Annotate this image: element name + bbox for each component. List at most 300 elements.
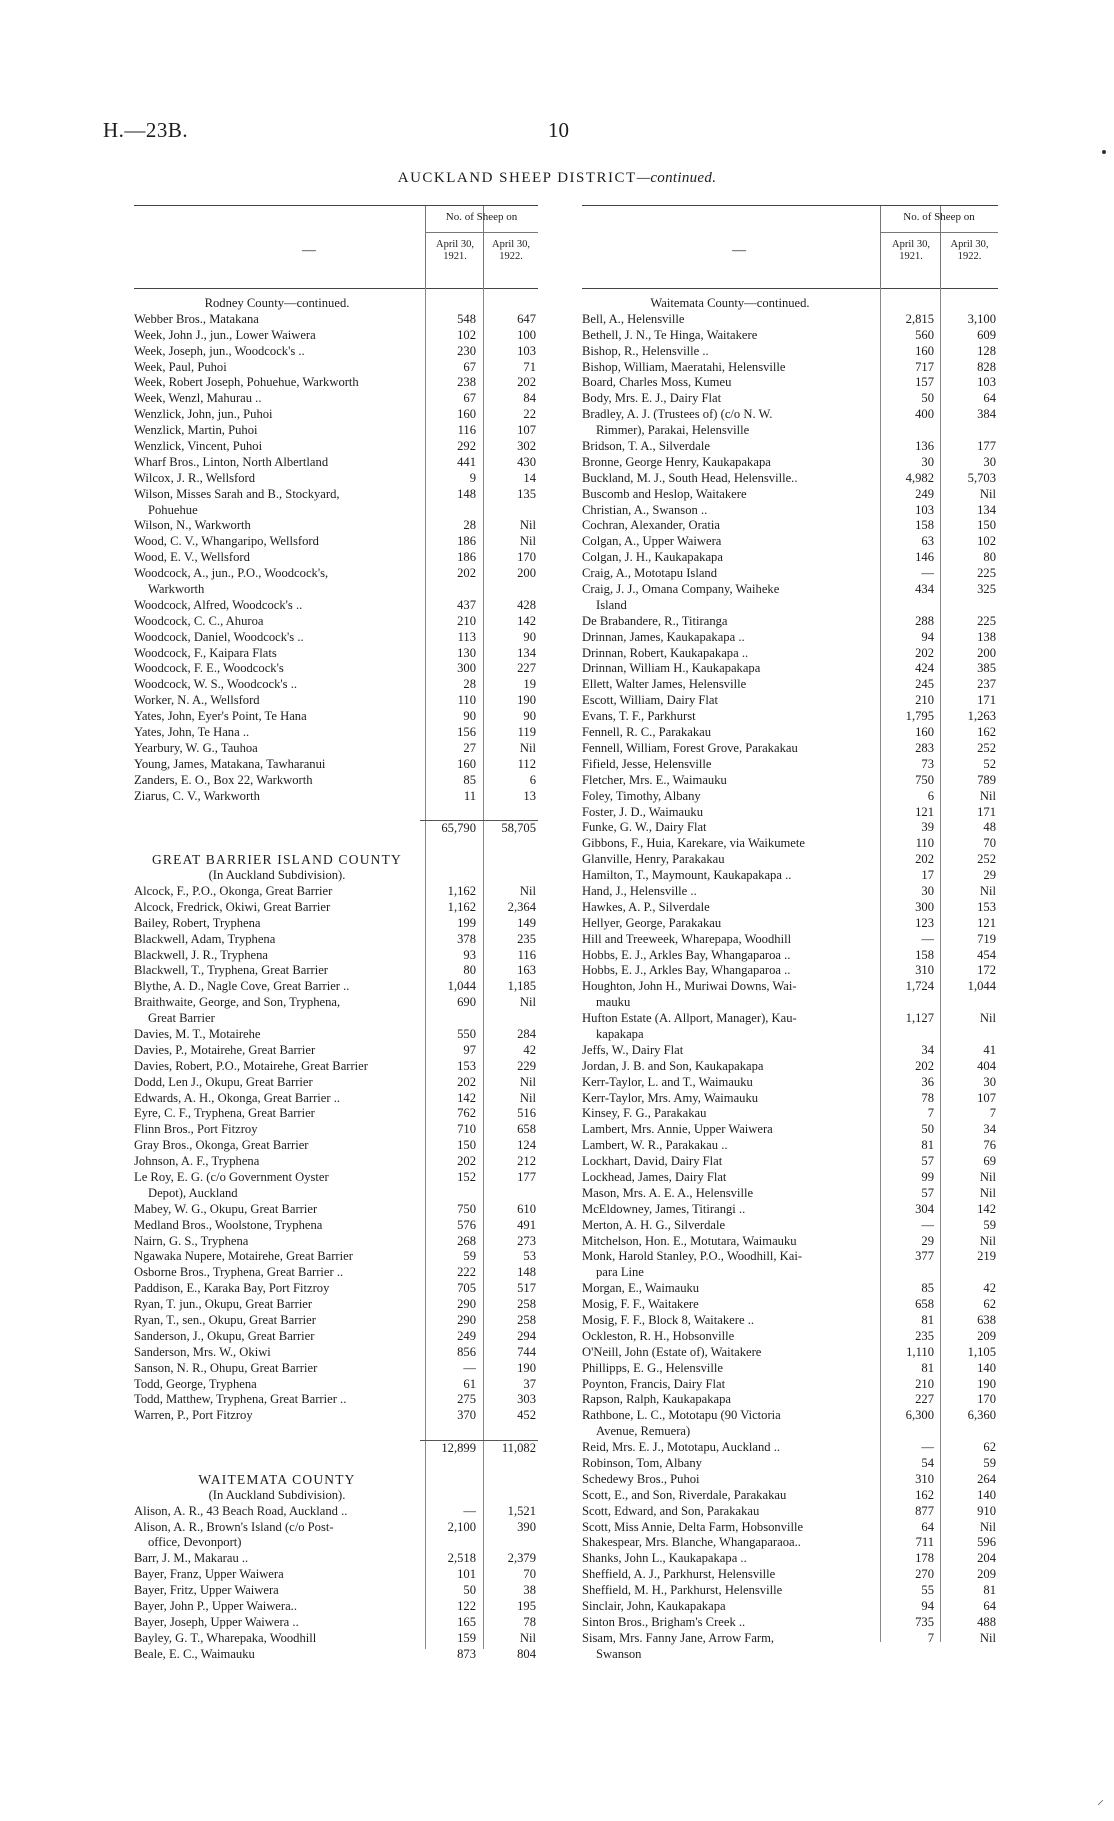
- row-name: Mitchelson, Hon. E., Motutara, Waimauku: [582, 1233, 797, 1248]
- row-name: (In Auckland Subdivision).: [208, 1487, 346, 1502]
- count-1921: 7: [927, 1630, 934, 1645]
- count-1922: Nil: [519, 518, 536, 533]
- count-1922: 134: [977, 502, 996, 517]
- right-header-sheep-on: No. of Sheep on: [903, 211, 975, 223]
- row-name: Hellyer, George, Parakakau: [582, 915, 722, 930]
- table-row: [582, 1488, 998, 1504]
- table-row: [582, 725, 998, 741]
- count-1921: [420, 1535, 480, 1551]
- row-name: Yearbury, W. G., Tauhoa: [134, 740, 258, 755]
- count-1921: 57: [921, 1185, 934, 1200]
- table-row: [582, 836, 998, 852]
- count-1922: [480, 296, 538, 312]
- row-name: Sanderson, Mrs. W., Okiwi: [134, 1344, 271, 1359]
- row-name: Christian, A., Swanson ..: [582, 502, 708, 517]
- count-1922: [480, 805, 538, 821]
- count-1921: 249: [915, 486, 934, 501]
- row-name: Bronne, George Henry, Kaukapakapa: [582, 454, 771, 469]
- row-name: Shakespear, Mrs. Blanche, Whangaparaoa..: [582, 1535, 801, 1550]
- table-row: [582, 661, 998, 677]
- table-row: [582, 1551, 998, 1567]
- table-row: [134, 1281, 538, 1297]
- count-1922: 163: [517, 963, 536, 978]
- count-1921: 750: [457, 1201, 476, 1216]
- spacer-row: [134, 1424, 538, 1440]
- count-1921: 288: [915, 613, 934, 628]
- count-1922: 71: [523, 359, 536, 374]
- row-name: Bell, A., Helensville: [582, 311, 685, 326]
- row-name: Woodcock, F. E., Woodcock's: [134, 661, 284, 676]
- left-header-1921: April 30, 1921.: [436, 239, 474, 262]
- count-1921: 57: [921, 1154, 934, 1169]
- row-name: Hamilton, T., Maymount, Kaukapakapa ..: [582, 868, 792, 883]
- left-header-rule: [425, 232, 538, 233]
- count-1921: 110: [915, 836, 934, 851]
- count-1922: 59: [983, 1456, 996, 1471]
- count-1922: Nil: [519, 1090, 536, 1105]
- table-row: [582, 1154, 998, 1170]
- row-name: Rathbone, L. C., Mototapu (90 Victoria: [582, 1408, 781, 1423]
- count-1922: Nil: [519, 995, 536, 1010]
- row-name: Flinn Bros., Port Fitzroy: [134, 1122, 258, 1137]
- table-row: [134, 1567, 538, 1583]
- row-name: Fifield, Jesse, Helensville: [582, 756, 712, 771]
- count-1921: 222: [457, 1265, 476, 1280]
- count-1922: 142: [977, 1201, 996, 1216]
- table-row: [134, 1647, 538, 1663]
- table-row: [582, 1043, 998, 1059]
- count-1922: [480, 503, 538, 519]
- count-1921: 735: [915, 1614, 934, 1629]
- table-row-continuation: [582, 423, 998, 439]
- count-1921: —: [921, 1217, 934, 1232]
- count-1922: 140: [977, 1360, 996, 1375]
- row-name: Bridson, T. A., Silverdale: [582, 439, 710, 454]
- row-name: Week, Paul, Puhoi: [134, 359, 227, 374]
- count-1921: 230: [457, 343, 476, 358]
- row-name: Woodcock, W. S., Woodcock's ..: [134, 677, 298, 692]
- count-1922: Nil: [979, 1233, 996, 1248]
- count-1921: 210: [915, 1376, 934, 1391]
- row-name: [134, 820, 420, 836]
- row-name: Reid, Mrs. E. J., Mototapu, Auckland ..: [582, 1440, 780, 1455]
- row-name: [134, 836, 420, 852]
- page-title-continued: —continued.: [636, 170, 717, 186]
- row-name: Houghton, John H., Muriwai Downs, Wai-: [582, 979, 797, 994]
- table-row: [134, 1218, 538, 1234]
- count-1922: 828: [977, 359, 996, 374]
- table-row: [134, 963, 538, 979]
- count-1922: 258: [517, 1297, 536, 1312]
- count-1921: 1,795: [905, 709, 934, 724]
- table-row: [582, 328, 998, 344]
- table-row: [582, 932, 998, 948]
- table-row: [134, 407, 538, 423]
- row-name: Yates, John, Te Hana ..: [134, 725, 250, 740]
- count-1921: 29: [921, 1233, 934, 1248]
- row-name: Wharf Bros., Linton, North Albertland: [134, 454, 329, 469]
- count-1921: [878, 296, 938, 312]
- count-1922: 516: [517, 1106, 536, 1121]
- table-row: [582, 741, 998, 757]
- table-row: [134, 344, 538, 360]
- row-name: Mosig, F. F., Waitakere: [582, 1297, 699, 1312]
- count-1921: 116: [457, 423, 476, 438]
- count-1921: 1,110: [906, 1344, 934, 1359]
- row-name: Sheffield, M. H., Parkhurst, Helensville: [582, 1583, 783, 1598]
- table-row: [582, 566, 998, 582]
- row-name: Bailey, Robert, Tryphena: [134, 915, 261, 930]
- section-heading: [134, 1488, 538, 1504]
- count-1921: 157: [915, 375, 934, 390]
- table-row: [134, 677, 538, 693]
- count-1921: 750: [915, 772, 934, 787]
- row-name: Bayley, G. T., Wharepaka, Woodhill: [134, 1630, 317, 1645]
- count-1922: 195: [517, 1599, 536, 1614]
- row-name: Edwards, A. H., Okonga, Great Barrier ..: [134, 1090, 340, 1105]
- count-1921: 142: [457, 1090, 476, 1105]
- table-row: [582, 518, 998, 534]
- count-1921: 235: [915, 1328, 934, 1343]
- table-row: [134, 709, 538, 725]
- count-1922: Nil: [979, 1169, 996, 1184]
- count-1921: 550: [457, 1026, 476, 1041]
- row-name: Morgan, E., Waimauku: [582, 1281, 700, 1296]
- row-name: Foster, J. D., Waimauku: [582, 804, 704, 819]
- count-1921: 63: [921, 534, 934, 549]
- count-1922: Nil: [519, 883, 536, 898]
- table-row: [582, 1075, 998, 1091]
- table-row: [582, 852, 998, 868]
- count-1921: 78: [921, 1090, 934, 1105]
- table-row: [134, 1631, 538, 1647]
- table-row: [582, 1218, 998, 1234]
- count-1921: 227: [915, 1392, 934, 1407]
- row-name: GREAT BARRIER ISLAND COUNTY: [151, 852, 403, 868]
- count-1922: 34: [983, 1122, 996, 1137]
- count-1921: 159: [457, 1630, 476, 1645]
- count-1921: 50: [921, 391, 934, 406]
- table-row: [582, 1281, 998, 1297]
- count-1921: 690: [457, 995, 476, 1010]
- row-name: Drinnan, William H., Kaukapakapa: [582, 661, 761, 676]
- count-1922: 212: [517, 1154, 536, 1169]
- row-name: Escott, William, Dairy Flat: [582, 693, 719, 708]
- count-1922: 62: [983, 1440, 996, 1455]
- section-heading: [582, 296, 998, 312]
- table-row: [582, 884, 998, 900]
- row-name: Rimmer), Parakai, Helensville: [596, 423, 750, 438]
- row-name: Depot), Auckland: [148, 1185, 238, 1200]
- count-1921: 290: [457, 1313, 476, 1327]
- count-1922: 30: [983, 1074, 996, 1089]
- count-1922: 140: [977, 1487, 996, 1502]
- table-row: [134, 1059, 538, 1075]
- count-1921: 153: [457, 1058, 476, 1073]
- count-1921: 290: [457, 1297, 476, 1312]
- count-1922: 404: [977, 1058, 996, 1073]
- row-name: Evans, T. F., Parkhurst: [582, 709, 696, 724]
- row-name: Lambert, Mrs. Annie, Upper Waiwera: [582, 1122, 773, 1137]
- count-1922: 610: [517, 1201, 536, 1216]
- count-1921: 158: [915, 947, 934, 962]
- count-1922: 100: [517, 327, 536, 342]
- count-1921: 65,790: [420, 820, 480, 836]
- count-1922: 303: [517, 1392, 536, 1407]
- count-1921: 36: [921, 1074, 934, 1089]
- count-1922: 258: [517, 1313, 536, 1327]
- left-header-sheep-on: No. of Sheep on: [445, 211, 518, 223]
- count-1922: 80: [983, 550, 996, 565]
- count-1922: [938, 995, 998, 1011]
- count-1921: 560: [915, 327, 934, 342]
- count-1922: 102: [977, 534, 996, 549]
- count-1921: 81: [921, 1313, 934, 1327]
- count-1921: 50: [921, 1122, 934, 1137]
- count-1922: 1,105: [967, 1344, 996, 1359]
- row-name: Bayer, Franz, Upper Waiwera: [134, 1567, 284, 1582]
- row-name: Jordan, J. B. and Son, Kaukapakapa: [582, 1058, 764, 1073]
- count-1921: 148: [457, 486, 476, 501]
- row-name: Waitemata County—continued.: [650, 296, 810, 310]
- count-1921: 102: [457, 327, 476, 342]
- table-row: [134, 725, 538, 741]
- table-row: [134, 1361, 538, 1377]
- row-name: [134, 1440, 420, 1456]
- row-name: para Line: [596, 1265, 644, 1280]
- count-1922: 148: [517, 1265, 536, 1280]
- count-1921: 160: [915, 343, 934, 358]
- row-name: McEldowney, James, Titirangi ..: [582, 1201, 746, 1216]
- count-1921: 310: [915, 1471, 934, 1486]
- count-1921: [420, 836, 480, 852]
- row-name: Schedewy Bros., Puhoi: [582, 1471, 700, 1486]
- count-1922: 135: [517, 486, 536, 501]
- count-1921: 292: [457, 439, 476, 454]
- row-name: Warren, P., Port Fitzroy: [134, 1408, 253, 1423]
- count-1921: [420, 868, 480, 884]
- table-row: [582, 1106, 998, 1122]
- row-name: Warkworth: [148, 582, 205, 597]
- row-name: Dodd, Len J., Okupu, Great Barrier: [134, 1074, 313, 1089]
- table-row: [582, 789, 998, 805]
- count-1922: 209: [977, 1328, 996, 1343]
- table-row: [134, 518, 538, 534]
- count-1921: 85: [463, 772, 476, 787]
- row-name: Hobbs, E. J., Arkles Bay, Whangaparoa ..: [582, 963, 791, 978]
- table-row: [134, 757, 538, 773]
- row-name: Poynton, Francis, Dairy Flat: [582, 1376, 726, 1391]
- row-name: Buscomb and Heslop, Waitakere: [582, 486, 747, 501]
- count-1922: 5,703: [967, 470, 996, 485]
- row-name: De Brabandere, R., Titiranga: [582, 613, 728, 628]
- count-1921: 12,899: [420, 1440, 480, 1456]
- count-1922: [938, 1424, 998, 1440]
- table-row: [134, 1122, 538, 1138]
- count-1921: 186: [457, 534, 476, 549]
- count-1922: [480, 836, 538, 852]
- count-1921: 717: [915, 359, 934, 374]
- table-row: [134, 1202, 538, 1218]
- section-heading: [134, 1472, 538, 1488]
- count-1921: [878, 1265, 938, 1281]
- left-header-1922: April 30, 1922.: [492, 239, 530, 262]
- count-1922: 227: [517, 661, 536, 676]
- table-row: [582, 1520, 998, 1536]
- count-1922: 170: [977, 1392, 996, 1407]
- count-1922: 153: [977, 899, 996, 914]
- table-row: [582, 1535, 998, 1551]
- count-1921: 17: [921, 868, 934, 883]
- count-1922: 1,185: [507, 979, 536, 994]
- count-1921: 165: [457, 1614, 476, 1629]
- table-row: [134, 391, 538, 407]
- row-name: Wenzlick, Vincent, Puhoi: [134, 439, 263, 454]
- table-row: [582, 677, 998, 693]
- count-1922: 219: [977, 1249, 996, 1264]
- count-1921: [878, 598, 938, 614]
- count-1921: 245: [915, 677, 934, 692]
- table-row-continuation: [582, 1265, 998, 1281]
- count-1922: 177: [517, 1169, 536, 1184]
- row-name: Todd, George, Tryphena: [134, 1376, 257, 1391]
- table-row: [582, 550, 998, 566]
- count-1921: [420, 1488, 480, 1504]
- count-1921: [420, 503, 480, 519]
- spacer-row: [134, 836, 538, 852]
- row-name: Week, Joseph, jun., Woodcock's ..: [134, 343, 305, 358]
- count-1921: 268: [457, 1233, 476, 1248]
- row-name: Sinclair, John, Kaukapakapa: [582, 1599, 726, 1614]
- row-name: Medland Bros., Woolstone, Tryphena: [134, 1217, 323, 1232]
- table-row: [134, 471, 538, 487]
- count-1922: Nil: [979, 1630, 996, 1645]
- count-1922: 302: [517, 439, 536, 454]
- count-1921: 202: [915, 852, 934, 867]
- count-1921: 94: [921, 629, 934, 644]
- row-name: Woodcock, Alfred, Woodcock's ..: [134, 597, 303, 612]
- table-row: [134, 1313, 538, 1329]
- count-1922: 90: [523, 629, 536, 644]
- table-row: [134, 900, 538, 916]
- right-row-list: [582, 289, 998, 1663]
- count-1921: 85: [921, 1281, 934, 1296]
- row-name: Scott, E., and Son, Riverdale, Parakakau: [582, 1487, 787, 1502]
- row-name: Kerr-Taylor, L. and T., Waimauku: [582, 1074, 753, 1089]
- table-row: [134, 661, 538, 677]
- count-1922: 202: [517, 375, 536, 390]
- table-row: [582, 1186, 998, 1202]
- count-1922: 138: [977, 629, 996, 644]
- count-1921: 1,724: [905, 979, 934, 994]
- row-name: Fennell, R. C., Parakakau: [582, 725, 712, 740]
- count-1922: 76: [983, 1138, 996, 1153]
- table-row: [134, 1392, 538, 1408]
- table-row: [134, 1615, 538, 1631]
- row-name: mauku: [596, 995, 631, 1010]
- count-1921: 50: [463, 1583, 476, 1598]
- count-1921: 80: [463, 963, 476, 978]
- table-row: [582, 1249, 998, 1265]
- row-name: Davies, P., Motairehe, Great Barrier: [134, 1042, 316, 1057]
- table-row: [134, 1234, 538, 1250]
- row-name: Barr, J. M., Makarau ..: [134, 1551, 249, 1566]
- row-name: Rapson, Ralph, Kaukapakapa: [582, 1392, 731, 1407]
- right-header-1921: April 30, 1921.: [892, 239, 930, 262]
- count-1921: 6,300: [905, 1408, 934, 1423]
- table-row: [582, 1615, 998, 1631]
- count-1922: 325: [977, 582, 996, 597]
- count-1922: 658: [517, 1122, 536, 1137]
- count-1922: [480, 868, 538, 884]
- row-name: Kerr-Taylor, Mrs. Amy, Waimauku: [582, 1090, 759, 1105]
- margin-mark: [1102, 150, 1106, 154]
- row-name: Merton, A. H. G., Silverdale: [582, 1217, 726, 1232]
- count-1922: 284: [517, 1026, 536, 1041]
- count-1922: [480, 1424, 538, 1440]
- table-row: [582, 757, 998, 773]
- count-1921: 283: [915, 740, 934, 755]
- table-row: [134, 1170, 538, 1186]
- count-1922: 121: [977, 915, 996, 930]
- count-1922: Nil: [519, 1630, 536, 1645]
- row-name: Paddison, E., Karaka Bay, Port Fitzroy: [134, 1281, 330, 1296]
- count-1921: 61: [463, 1376, 476, 1391]
- count-1922: 58,705: [480, 820, 538, 836]
- table-row: [134, 439, 538, 455]
- count-1922: [938, 1265, 998, 1281]
- table-row: [582, 1408, 998, 1424]
- row-name: Swanson: [596, 1646, 642, 1661]
- count-1921: 160: [457, 756, 476, 771]
- count-1921: 1,162: [447, 883, 476, 898]
- count-1921: 90: [463, 709, 476, 724]
- table-row: [582, 344, 998, 360]
- table-row: [582, 1583, 998, 1599]
- table-row: [134, 1091, 538, 1107]
- table-row: [582, 1313, 998, 1329]
- count-1921: 270: [915, 1567, 934, 1582]
- count-1921: 67: [463, 359, 476, 374]
- table-row-continuation: [582, 1027, 998, 1043]
- count-1922: [480, 1488, 538, 1504]
- table-row: [582, 630, 998, 646]
- count-1921: 39: [921, 820, 934, 835]
- count-1921: 434: [915, 582, 934, 597]
- row-name: Blackwell, T., Tryphena, Great Barrier: [134, 963, 328, 978]
- count-1922: 149: [517, 915, 536, 930]
- table-row: [582, 1329, 998, 1345]
- count-1921: [420, 1424, 480, 1440]
- count-1922: 596: [977, 1535, 996, 1550]
- count-1922: 428: [517, 597, 536, 612]
- count-1922: 225: [977, 613, 996, 628]
- row-name: Scott, Edward, and Son, Parakakau: [582, 1503, 760, 1518]
- count-1921: [420, 805, 480, 821]
- table-row: [582, 948, 998, 964]
- count-1922: 229: [517, 1058, 536, 1073]
- row-name: Wood, C. V., Whangaripo, Wellsford: [134, 534, 319, 549]
- count-1922: Nil: [979, 1519, 996, 1534]
- count-1922: 719: [977, 931, 996, 946]
- row-name: Mabey, W. G., Okupu, Great Barrier: [134, 1201, 318, 1216]
- table-row: [134, 916, 538, 932]
- row-name: Ryan, T., sen., Okupu, Great Barrier: [134, 1313, 316, 1327]
- table-row: [582, 900, 998, 916]
- count-1922: Nil: [979, 1185, 996, 1200]
- count-1922: 150: [977, 518, 996, 533]
- count-1922: 430: [517, 454, 536, 469]
